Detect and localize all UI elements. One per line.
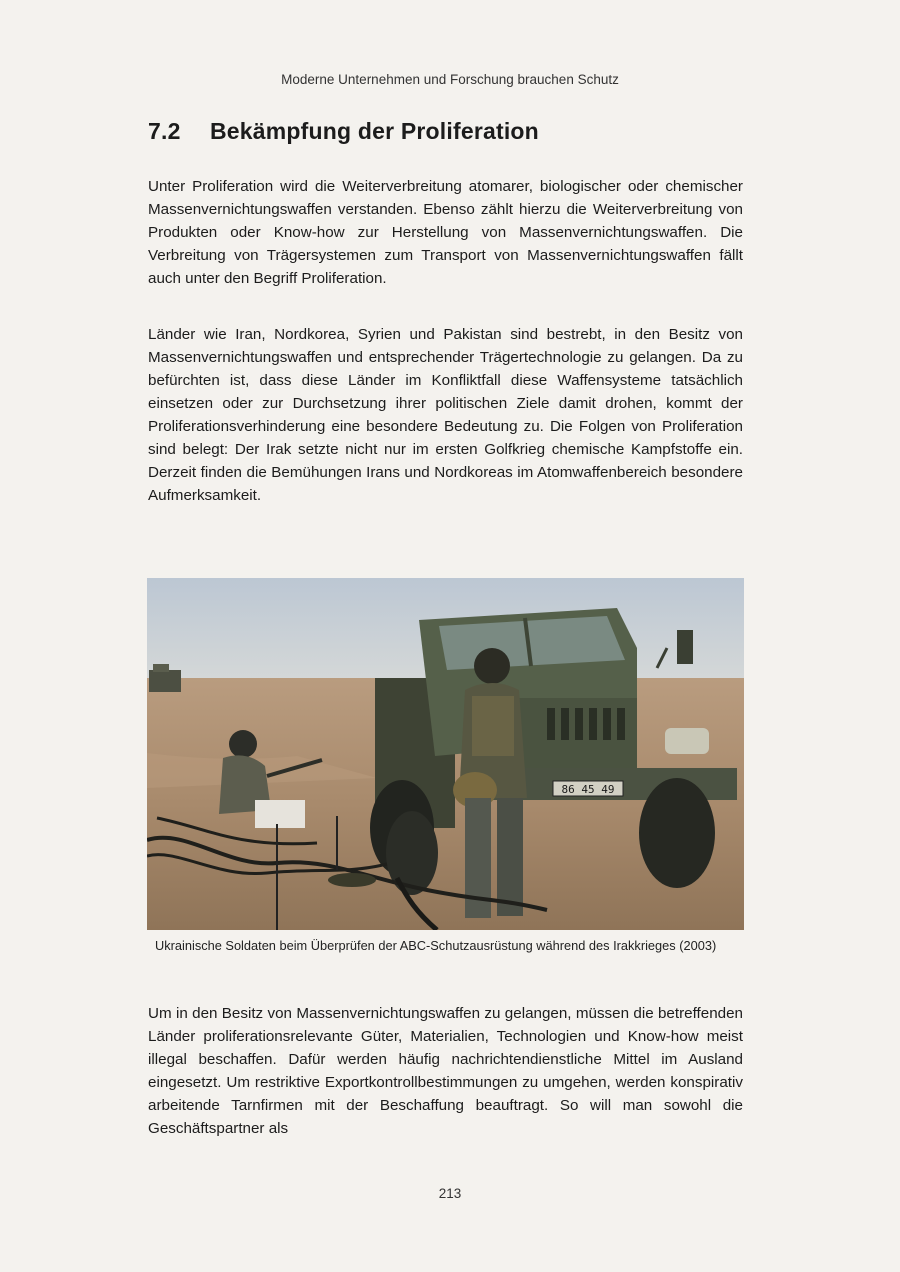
section-heading [148, 118, 539, 145]
license-plate-text: 86 45 49 [561, 783, 615, 796]
paragraph-2: Länder wie Iran, Nordkorea, Syrien und Pakistan sind bestrebt, in den Besitz von Massenvernichtungswaffen und entsprechender Trägertechnologie zu gelangen. Da zu befürchten ist, dass diese Länder im Konfliktfall diese Waffensysteme tatsächlich einsetzen oder zur Durchsetzung ihrer politischen Ziele damit drohen, kommt der Proliferationsverhinderung eine besondere Bedeutung zu. Die Folgen von Proliferation sind belegt: Der Irak setzte nicht nur im ersten Golfkrieg chemische Kampfstoffe ein. Derzeit finden die Bemühungen Irans und Nordkoreas im Atomwaffenbereich besondere Aufmerksamkeit. [148, 326, 743, 504]
figure-caption: Ukrainische Soldaten beim Überprüfen der ABC-Schutzausrüstung während des Irakkrieges (2003) [155, 938, 717, 953]
soldiers-photo [147, 578, 744, 930]
running-header: Moderne Unternehmen und Forschung brauchen Schutz [281, 72, 619, 87]
paragraph-1: Unter Proliferation wird die Weiterverbreitung atomarer, biologischer oder chemischer Massenvernichtungswaffen verstanden. Ebenso zählt hierzu die Weiterverbreitung von Produkten oder Know-how zur Herstellung von Massenvernichtungswaffen. Die Verbreitung von Trägersystemen zum Transport von Massenvernichtungswaffen fällt auch unter den Begriff Proliferation. [148, 178, 743, 287]
section-title: Bekämpfung der Proliferation [210, 118, 539, 144]
paragraph-3: Um in den Besitz von Massenvernichtungswaffen zu gelangen, müssen die betreffenden Länder proliferationsrelevante Güter, Materialien, Technologien und Know-how meist illegal beschaffen. Dafür werden häufig nachrichtendienstliche Mittel im Ausland eingesetzt. Um restriktive Exportkontrollbestimmungen zu umgehen, werden konspirativ arbeitende Tarnfirmen mit der Beschaffung beauftragt. So will man sowohl die Geschäftspartner als [148, 1005, 743, 1137]
page-number: 213 [438, 1186, 462, 1201]
section-number: 7.2 [148, 118, 181, 144]
